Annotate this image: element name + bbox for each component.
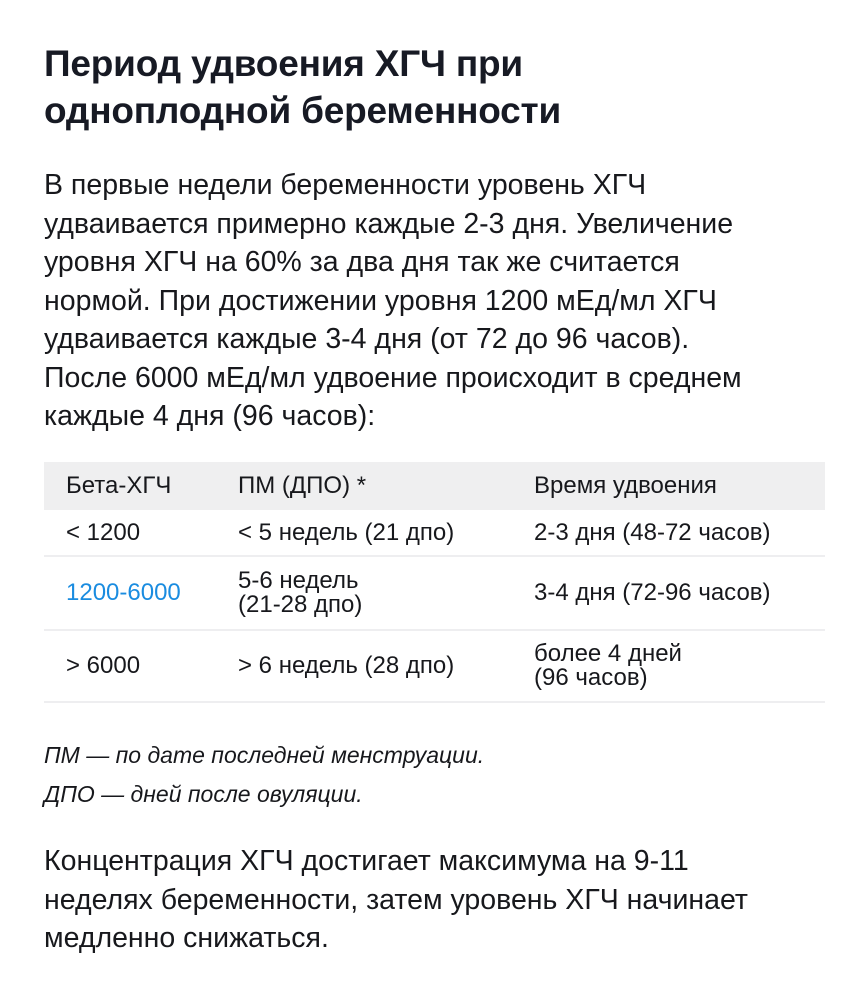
intro-line: удваивается каждые 3-4 дня (от 72 до 96 часов). <box>44 323 690 355</box>
footnote-pm: ПМ — по дате последней менструации. <box>44 742 485 768</box>
table-header-row <box>44 462 825 510</box>
intro-line: уровня ХГЧ на 60% за два дня так же считается <box>44 246 680 278</box>
cell-time-text: (96 часов) <box>534 664 648 691</box>
cell-beta <box>44 556 238 630</box>
cell-pm-text: < 5 недель (21 дпо) <box>238 518 455 546</box>
table-row <box>44 556 825 630</box>
title-line: одноплодной беременности <box>44 90 562 131</box>
header-pm-dpo: ПМ (ДПО) * <box>238 472 367 499</box>
cell-time <box>534 630 825 702</box>
table-row <box>44 510 825 556</box>
cell-pm <box>238 510 534 556</box>
outro-paragraph <box>44 842 834 958</box>
cell-pm <box>238 630 534 702</box>
outro-line: неделях беременности, затем уровень ХГЧ начинает <box>44 883 748 916</box>
cell-pm-text: > 6 недель (28 дпо) <box>238 652 455 679</box>
cell-time <box>534 510 825 556</box>
intro-line: В первые недели беременности уровень ХГЧ <box>44 169 647 201</box>
intro-line: нормой. При достижении уровня 1200 мЕд/мл ХГЧ <box>44 284 717 317</box>
cell-beta: > 6000 <box>44 630 238 702</box>
title-line: Период удвоения ХГЧ при <box>44 43 523 84</box>
table-footnotes <box>44 736 484 814</box>
cell-time <box>534 556 825 630</box>
header-beta-hcg: Бета-ХГЧ <box>66 472 172 499</box>
intro-line: удваивается примерно каждые 2-3 дня. Увеличение <box>44 207 734 240</box>
cell-pm-text: (21-28 дпо) <box>238 591 363 618</box>
cell-beta: < 1200 <box>44 510 238 556</box>
cell-pm-text: 5-6 недель <box>238 567 359 594</box>
intro-line: каждые 4 дня (96 часов): <box>44 400 376 432</box>
table-row <box>44 630 825 702</box>
cell-time-text: 2-3 дня (48-72 часов) <box>534 518 771 546</box>
intro-paragraph <box>44 166 834 436</box>
cell-time-text: более 4 дней <box>534 640 682 667</box>
beta-range-link[interactable]: 1200-6000 <box>66 579 181 606</box>
header-doubling-time: Время удвоения <box>534 472 717 499</box>
doubling-time-table <box>44 462 825 703</box>
article-title <box>44 40 561 134</box>
outro-line: Концентрация ХГЧ достигает максимума на 9-11 <box>44 845 689 877</box>
intro-line: После 6000 мЕд/мл удвоение происходит в среднем <box>44 361 742 394</box>
cell-time-text: 3-4 дня (72-96 часов) <box>534 579 771 606</box>
footnote-dpo: ДПО — дней после овуляции. <box>44 781 363 807</box>
outro-line: медленно снижаться. <box>44 922 329 954</box>
cell-pm <box>238 556 534 630</box>
